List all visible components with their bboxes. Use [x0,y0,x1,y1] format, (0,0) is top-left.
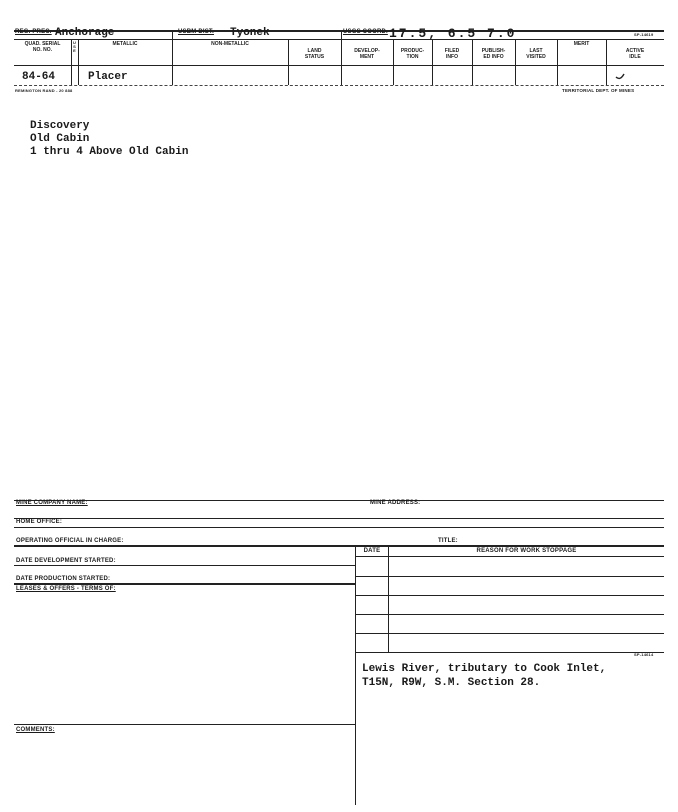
header-row-rule [14,65,664,66]
mine-address-label: MINE ADDRESS: [370,500,421,506]
col-quad-serial: QUAD. SERIAL NO. NO. [24,41,61,53]
prod-started-label: DATE PRODUCTION STARTED: [16,576,111,582]
operating-official-label: OPERATING OFFICIAL IN CHARGE: [16,538,124,544]
dept-mark: TERRITORIAL DEPT. OF MINES [562,88,635,93]
table-row-rule [355,652,664,653]
home-office-label: HOME OFFICE: [16,519,63,525]
table-left-border [355,545,356,805]
date-heading: DATE [363,548,381,554]
title-label: TITLE: [438,538,458,544]
col-filed-info: FILED INFO [444,48,460,60]
col-divider [172,30,173,85]
table-row-rule [355,595,664,596]
usgs-coord-value: 17.5, 6.5 7.0 [389,26,517,41]
header-bottom-rule [14,85,664,86]
lower-top-rule [14,500,664,501]
reason-heading: REASON FOR WORK STOPPAGE [476,548,577,554]
col-last-visited: LAST VISITED [526,48,546,60]
col-published-info: PUBLISH- ED INFO [481,48,506,60]
col-use: U S E [73,40,76,53]
idle-check-mark [614,68,624,78]
home-office-rule [14,527,664,528]
date-col-border [388,545,389,652]
leases-label: LEASES & OFFERS - TERMS OF: [16,586,116,592]
claim-name: 1 thru 4 Above Old Cabin [30,146,189,158]
col-divider [606,39,607,85]
company-rule [14,518,664,519]
printer-mark: REMINGTON RAND - 20 888 [15,88,73,93]
reg-prec-value: Anchorage [55,27,115,39]
col-divider [393,39,394,85]
form-number: SP-14619 [634,32,654,37]
official-rule [14,545,664,547]
claim-names [30,120,188,159]
col-divider [432,39,433,85]
col-merit: MERIT [573,41,590,47]
claim-name: Discovery [30,120,90,132]
col-development: DEVELOP- MENT [354,48,380,60]
col-metallic: METALLIC [112,41,138,47]
col-land-status: LAND STATUS [304,48,325,60]
metallic-value: Placer [88,71,128,83]
table-row-rule [355,614,664,615]
col-production: PRODUC- TION [400,48,425,60]
dev-started-label: DATE DEVELOPMENT STARTED: [16,558,116,564]
table-row-rule [355,576,664,577]
location-text: Lewis River, tributary to Cook Inlet, T15N, R9W, S.M. Section 28. [362,663,607,689]
claim-name: Old Cabin [30,133,90,145]
table-row-rule [355,556,664,557]
mine-company-label: MINE COMPANY NAME: [16,500,88,506]
usbm-dist-value: Tyonek [230,27,270,39]
quad-serial-value: 84-64 [22,71,56,83]
header-mid-rule [14,39,664,40]
col-divider [515,39,516,85]
reg-prec-label: REG. PREC. [15,29,52,35]
prod-rule [14,583,355,585]
col-divider [288,39,289,85]
col-nonmetallic: NON-METALLIC [211,41,249,47]
col-active-idle: ACTIVE IDLE [625,48,645,60]
comments-rule [14,724,355,725]
usgs-coord-label: USGS COORD. [343,29,388,35]
usbm-dist-label: USBM DIST. [178,29,215,35]
col-divider [472,39,473,85]
form-number-2: SP-14614 [634,652,654,657]
dev-rule [14,565,355,566]
comments-label: COMMENTS: [16,727,55,733]
table-row-rule [355,633,664,634]
